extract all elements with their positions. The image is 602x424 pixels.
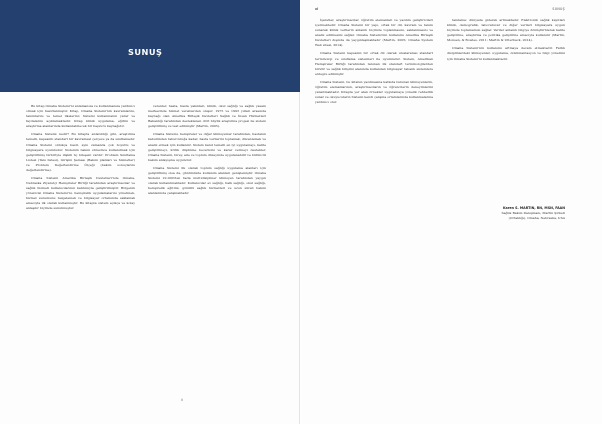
paragraph: İşaretler, araştırmacılar, öğretim elemanları ve yazılım geliştiricileri içermektedir. Omaha Sistemi bir yapı, ortak bir dil, kavram ve tanım sunarak klinik verilerin anlamlı biçimde toplanmasını, saklanmasını ve analiz edilmesini sağlar. Omaha Sistemi'nin kullanımı Amerika Birleşik Devletleri dışında da yaygınlaşmaktadır (Martin, 2005; Omaha System Web sitesi, 2014).: [315, 18, 433, 48]
title-band: [0, 0, 300, 92]
page-title: SUNUŞ: [128, 47, 163, 57]
left-page: [0, 0, 300, 424]
signature-block: [447, 206, 565, 221]
paragraph: tanılama: dünyada giderek artmaktadır. Elektronik sağlık kayıtları klinik, demografik, laboratuvar ve diğer verileri bilgisayara uygun biçimde toplamamızı sağlar. Veriler anlamlı bilgiye dönüştürülerek kalite geliştirme, araştırma ve politika geliştirme amacıyla kullanılır (Martin, Monsen, & Bowles, 2011; Martin & Utterback, 2014).: [447, 18, 565, 43]
right-page: [301, 0, 602, 424]
right-column-2: [447, 18, 565, 218]
left-column-2: [148, 104, 266, 396]
paragraph: Bu kitap Omaha Sistemi'ni anlamanıza ve kullanmanıza yardımcı olmak için hazırlanmıştır. Kitap, Omaha Sistemi'nin kavramlarını, tanımlarını ve temel ilkelerini; Sistemi kullanmanın yarar ve faydalarını açıklamaktadır. Kitap klinik uygulama, eğitim ve araştırma alanlarında kullanılabilecek bir başvuru kaynağıdır.: [26, 104, 135, 129]
paragraph: verenler, hasta, hasta yakınları, klinik, okul sağlığı ve sağlık yasam merkezinde hizmet verenlerden oluşur. 1975 ve 1993 yılları arasında kaynağı olan Amerika Birleşik Devletleri Sağlık ve İnsan Hizmetleri Bakanlığı tarafından desteklenen dört büyük araştırma projesi ile sistem geliştirilmiş ve test edilmiştir (Martin, 2005).: [148, 104, 266, 129]
paragraph: Omaha Sistemi nedir? Bu kitapta anlatıldığı gibi, araştırma temelli, kapsamlı standart bir kavramsal çerçeve ya da sınıflamadır. Omaha Sistemi oldukça basit, aynı zamanda çok boyutlu ve bilgisayara uyumludur. Sistemin bakım süresince kullanılmak için geliştirilmiş birbiriyle ilişkili üç bileşeni vardır: Problem Sınıflama Listesi (Tanı listesi), Girişim Şeması (Bakım planları ve hizmetler) ve Problem Değerlendirme Ölçeği (bakım sonuçlarını değerlendirme).: [26, 132, 135, 172]
page-number: ii: [181, 398, 183, 402]
paragraph: Omaha Sistemi'nin kullanımı artmaya devam etmektedir. Farklı disiplinlerdeki klinisyenler, uygulama, dokümantasyon ve bilgi yönetimi için Omaha Sistemi'ni kullanmaktadır.: [447, 46, 565, 61]
left-column-1: [26, 104, 135, 382]
author-affiliation: Sağlık Bakım Danışmanı, Martin Şirketi: [501, 211, 565, 215]
paragraph: Omaha Sistemi, bu kitabın yazılmasına katkıda bulunan klinisyenlerin, öğretim elemanlarının, araştırmacıların ve öğrencilerin deneyimlerini yansıtmaktadır. Kitapta yer alan örnekler uygulamaya yönelik rehberlik sunar ve okuyucuların Sistemi kendi çalışma ortamlarında kullanmalarına yardımcı olur.: [315, 79, 433, 105]
running-head-number: xi: [315, 7, 319, 11]
paragraph: Omaha Sistemi, hemşireler ve diğer klinisyenler tarafından, hastanın kabulünden taburculuğa kadar, hasta verilerini toplamak, düzenlemek ve analiz etmek için kullanılır. Sistem kanıt temelli en iyi uygulamayı, kalite geliştirmeyi, kritik düşünme becerisini ve karar vermeyi destekler. Omaha Sistemi, birey, aile ve toplum düzeyinde uygulanabilir ve bütüncül bakım anlayışına uygundur.: [148, 132, 266, 162]
right-column-1: [315, 18, 433, 398]
running-head: [315, 7, 565, 13]
running-head-title: SUNUŞ: [552, 7, 565, 11]
author-location: (Ortaklığı), Omaha, Nebraska, USA: [508, 215, 565, 220]
paragraph: Omaha Sistemi Amerika Birleşik Devletleri'nde Omaha, Nebraska Ziyaretçi Hemşireler Birliği tarafından araştırmacılar ve sağlık hizmeti kullanıcılarının katılımıyla geliştirilmiştir. Bölgenin yöneticisi Omaha Sistemi'ni, hemşirelik uygulamalarını yönetmek, hizmet sunumunu belgelemek ve bilgisayar ortamında saklamak amacıyla ilk olarak kullanmıştır. Bu kitapta sistem açıkça ve kolay anlaşılır biçimde sunulmuştur.: [26, 175, 135, 211]
author-name: Karen S. MARTIN, RN, MSN, FAAN: [502, 206, 565, 210]
paragraph: Omaha Sistemi ilk olarak toplum sağlığı uygulama alanları için geliştirilmiş olsa da, günümüzde kullanım alanları genişlemiştir. Omaha Sistemi 22.000'den fazla multidisipliner klinisyen tarafından yaygın olarak kullanılmaktadır. Kullanıcılar ev sağlığı, halk sağlığı, okul sağlığı, hemşirelik eğitimi, gönüllü sağlık hizmetleri ve uzun süreli bakım alanlarında çalışmaktadır.: [148, 165, 266, 196]
paragraph: Omaha Sistemi kapsamlı bir ortak dil olarak uluslararası standart terminoloji ve sınıflama sistemleri ile uyumludur. Sistem, Amerikan Hemşireler Birliği tarafından tanınan ilk standart terminolojilerden biridir ve sağlık bilişimi alanında kullanılan bilgisayar tabanlı sistemlere entegre edilmiştir.: [315, 51, 433, 76]
